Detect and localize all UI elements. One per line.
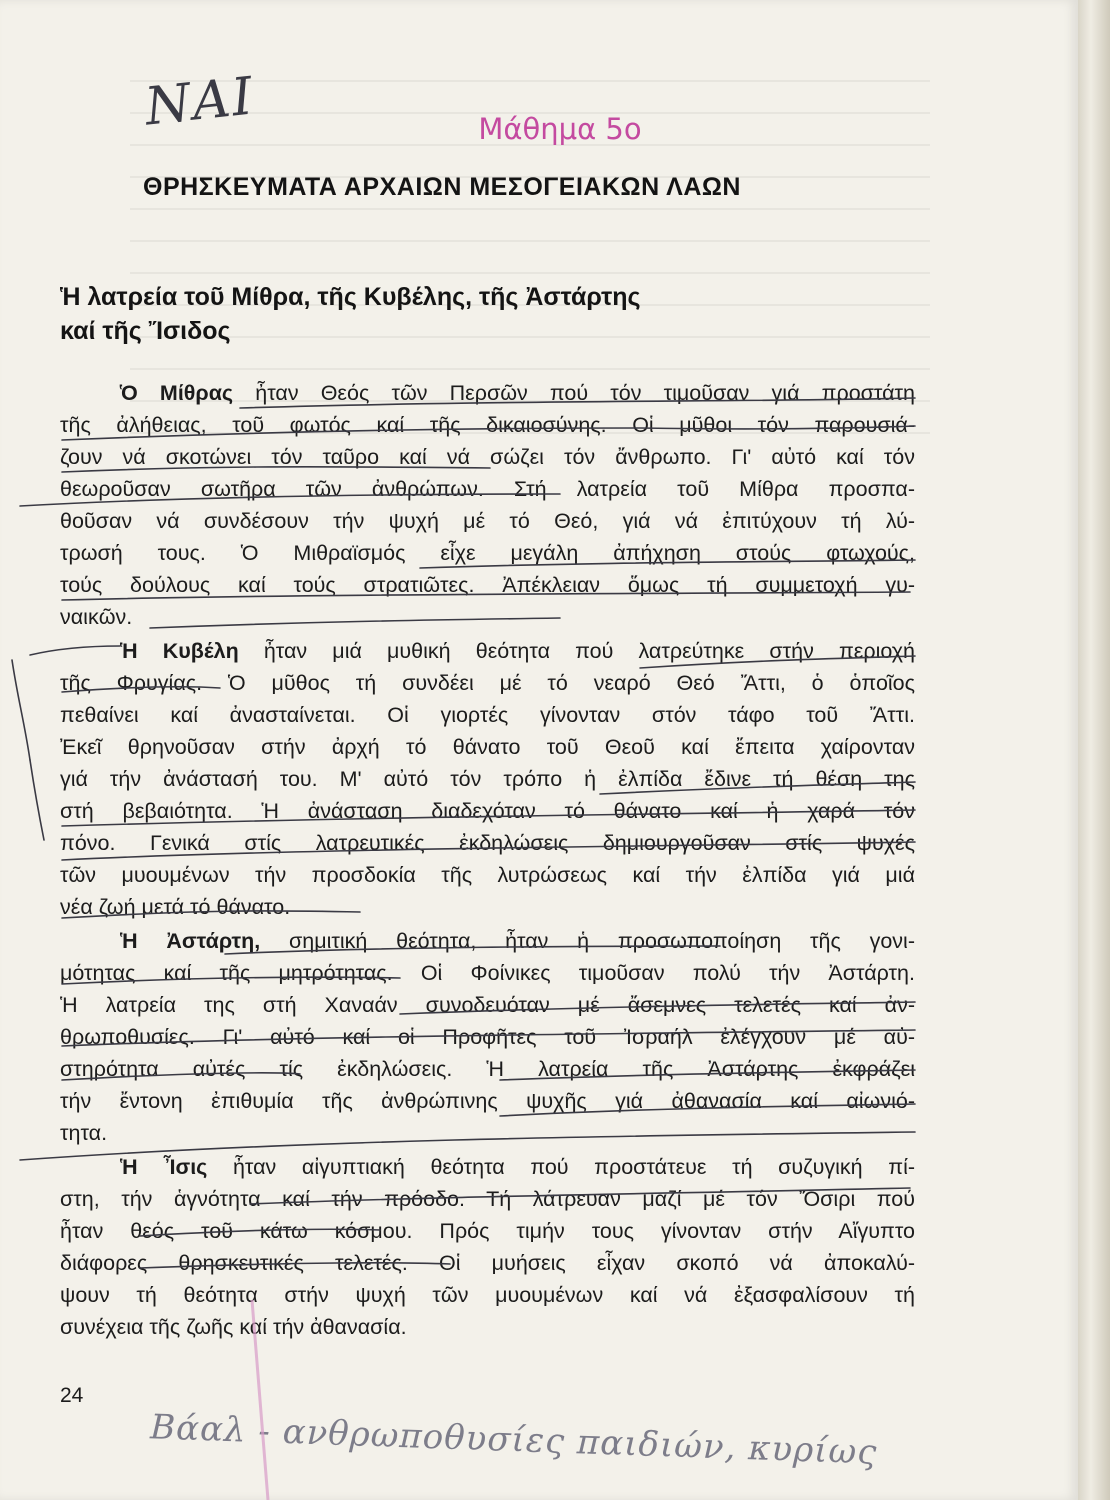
text-line: στηρότητα αὐτές τίς ἐκδηλώσεις. Ἡ λατρεία τῆς Ἀστάρτης ἐκφράζει (60, 1057, 915, 1081)
text-line: νέα ζωή μετά τό θάνατο. (60, 895, 291, 919)
text-line: ἦταν θεός τοῦ κάτω κόσμου. Πρός τιμήν τους γίνονταν στήν Αἴγυπτο (60, 1219, 915, 1243)
text-line: Ὁ Μίθρας ἦταν Θεός τῶν Περσῶν πού τόν τιμοῦσαν γιά προστάτη (120, 381, 915, 405)
text-line: ψουν τή θεότητα στήν ψυχή τῶν μυουμένων καί νά ἐξασφαλίσουν τή (60, 1283, 915, 1307)
text-line: γιά τήν ἀνάστασή του. Μ' αὐτό τόν τρόπο ἡ ἐλπίδα ἔδινε τή θέση της (60, 767, 915, 791)
text-line: Ἡ Ἀστάρτη, σημιτική θεότητα, ἦταν ἡ προσωποποίηση τῆς γονι- (120, 929, 915, 953)
paragraph-cybele (60, 635, 915, 923)
paragraph-lead: Ἡ Ἀστάρτη, (120, 929, 261, 953)
page-number: 24 (60, 1384, 84, 1407)
margin-mark (12, 660, 30, 760)
handwritten-note-top: ΝΑΙ (142, 66, 258, 138)
lesson-title: Μάθημα 5ο (478, 112, 642, 146)
section-heading (60, 280, 880, 348)
text-line: τῶν μυουμένων τήν προσδοκία τῆς λυτρώσεως καί τήν ἐλπίδα γιά μιά (60, 863, 915, 887)
text-line: τρωσή τους. Ὁ Μιθραϊσμός εἶχε μεγάλη ἀπήχηση στούς φτωχούς, (60, 541, 915, 565)
text-line: τητα. (60, 1121, 108, 1145)
handwritten-note-bottom: Βάαλ - ανθρωποθυσίες παιδιών, κυρίως (149, 1407, 878, 1473)
paragraph-lead: Ὁ Μίθρας (120, 381, 234, 405)
text-line: Ἡ Ἶσις ἦταν αἰγυπτιακή θεότητα πού προστάτευε τή συζυγική πί- (120, 1155, 916, 1179)
text-line: ναικῶν. (60, 605, 133, 629)
chapter-title: ΘΡΗΣΚΕΥΜΑΤΑ ΑΡΧΑΙΩΝ ΜΕΣΟΓΕΙΑΚΩΝ ΛΑΩΝ (143, 173, 741, 201)
text-line: πεθαίνει καί ἀνασταίνεται. Οἱ γιορτές γίνονταν στόν τάφο τοῦ Ἄττι. (60, 703, 915, 727)
paragraph-mithras (60, 377, 915, 633)
text-line: τούς δούλους καί τούς στρατιῶτες. Ἀπέκλειαν ὅμως τή συμμετοχή γυ- (60, 573, 915, 597)
text-line: θεωροῦσαν σωτῆρα τῶν ἀνθρώπων. Στή λατρεία τοῦ Μίθρα προσπα- (60, 477, 915, 501)
text-line: πόνο. Γενικά στίς λατρευτικές ἐκδηλώσεις δημιουργοῦσαν στίς ψυχές (60, 831, 915, 855)
text-line: τήν ἔντονη ἐπιθυμία τῆς ἀνθρώπινης ψυχῆς γιά ἀθανασία καί αἰωνιό- (60, 1089, 915, 1113)
text-line: θοῦσαν νά συνδέσουν τήν ψυχή μέ τό Θεό, γιά νά ἐπιτύχουν τή λύ- (60, 509, 915, 533)
text-line: στη, τήν ἁγνότητα καί τήν πρόοδο. Τή λάτρευαν μαζί μέ τόν Ὄσιρι πού (60, 1187, 915, 1211)
paragraph-lead: Ἡ Ἶσις (120, 1155, 208, 1179)
text-line: μότητας καί τῆς μητρότητας. Οἱ Φοίνικες τιμοῦσαν πολύ τήν Ἀστάρτη. (60, 961, 915, 985)
paragraph-astarte (60, 925, 915, 1149)
text-line: στή βεβαιότητα. Ἡ ἀνάσταση διαδεχόταν τό θάνατο καί ἡ χαρά τόν (60, 799, 915, 823)
paragraph-lead: Ἡ Κυβέλη (120, 639, 239, 663)
section-heading-line-2: καί τῆς Ἴσιδος (60, 317, 231, 345)
section-heading-line-1: Ἡ λατρεία τοῦ Μίθρα, τῆς Κυβέλης, τῆς Ἀστάρτης (60, 283, 641, 311)
text-line: Ἐκεῖ θρηνοῦσαν στήν ἀρχή τό θάνατο τοῦ Θεοῦ καί ἔπειτα χαίρονταν (60, 735, 915, 759)
margin-mark (30, 760, 44, 840)
text-line: θρωποθυσίες. Γι' αὐτό καί οἱ Προφῆτες τοῦ Ἰσραήλ ἐλέγχουν μέ αὐ- (60, 1025, 915, 1049)
text-line: συνέχεια τῆς ζωῆς καί τήν ἀθανασία. (60, 1315, 407, 1339)
text-line: τῆς Φρυγίας. Ὁ μῦθος τή συνδέει μέ τό νεαρό Θεό Ἄττι, ὁ ὁποῖος (60, 671, 915, 695)
book-binding (1078, 0, 1110, 1500)
text-line: Ἡ Κυβέλη ἦταν μιά μυθική θεότητα πού λατρεύτηκε στήν περιοχή (120, 639, 915, 663)
text-line: διάφορες θρησκευτικές τελετές. Οἱ μυήσεις εἶχαν σκοπό νά ἀποκαλύ- (60, 1251, 915, 1275)
text-line: τῆς ἀλήθειας, τοῦ φωτός καί τῆς δικαιοσύνης. Οἱ μῦθοι τόν παρουσιά- (60, 413, 915, 437)
paragraph-isis (60, 1151, 915, 1343)
text-line: Ἡ λατρεία της στή Χαναάν συνοδευόταν μέ ἄσεμνες τελετές καί ἀν- (60, 993, 915, 1017)
text-line: ζουν νά σκοτώνει τόν ταῦρο καί νά σώζει τόν ἄνθρωπο. Γι' αὐτό καί τόν (60, 445, 915, 469)
